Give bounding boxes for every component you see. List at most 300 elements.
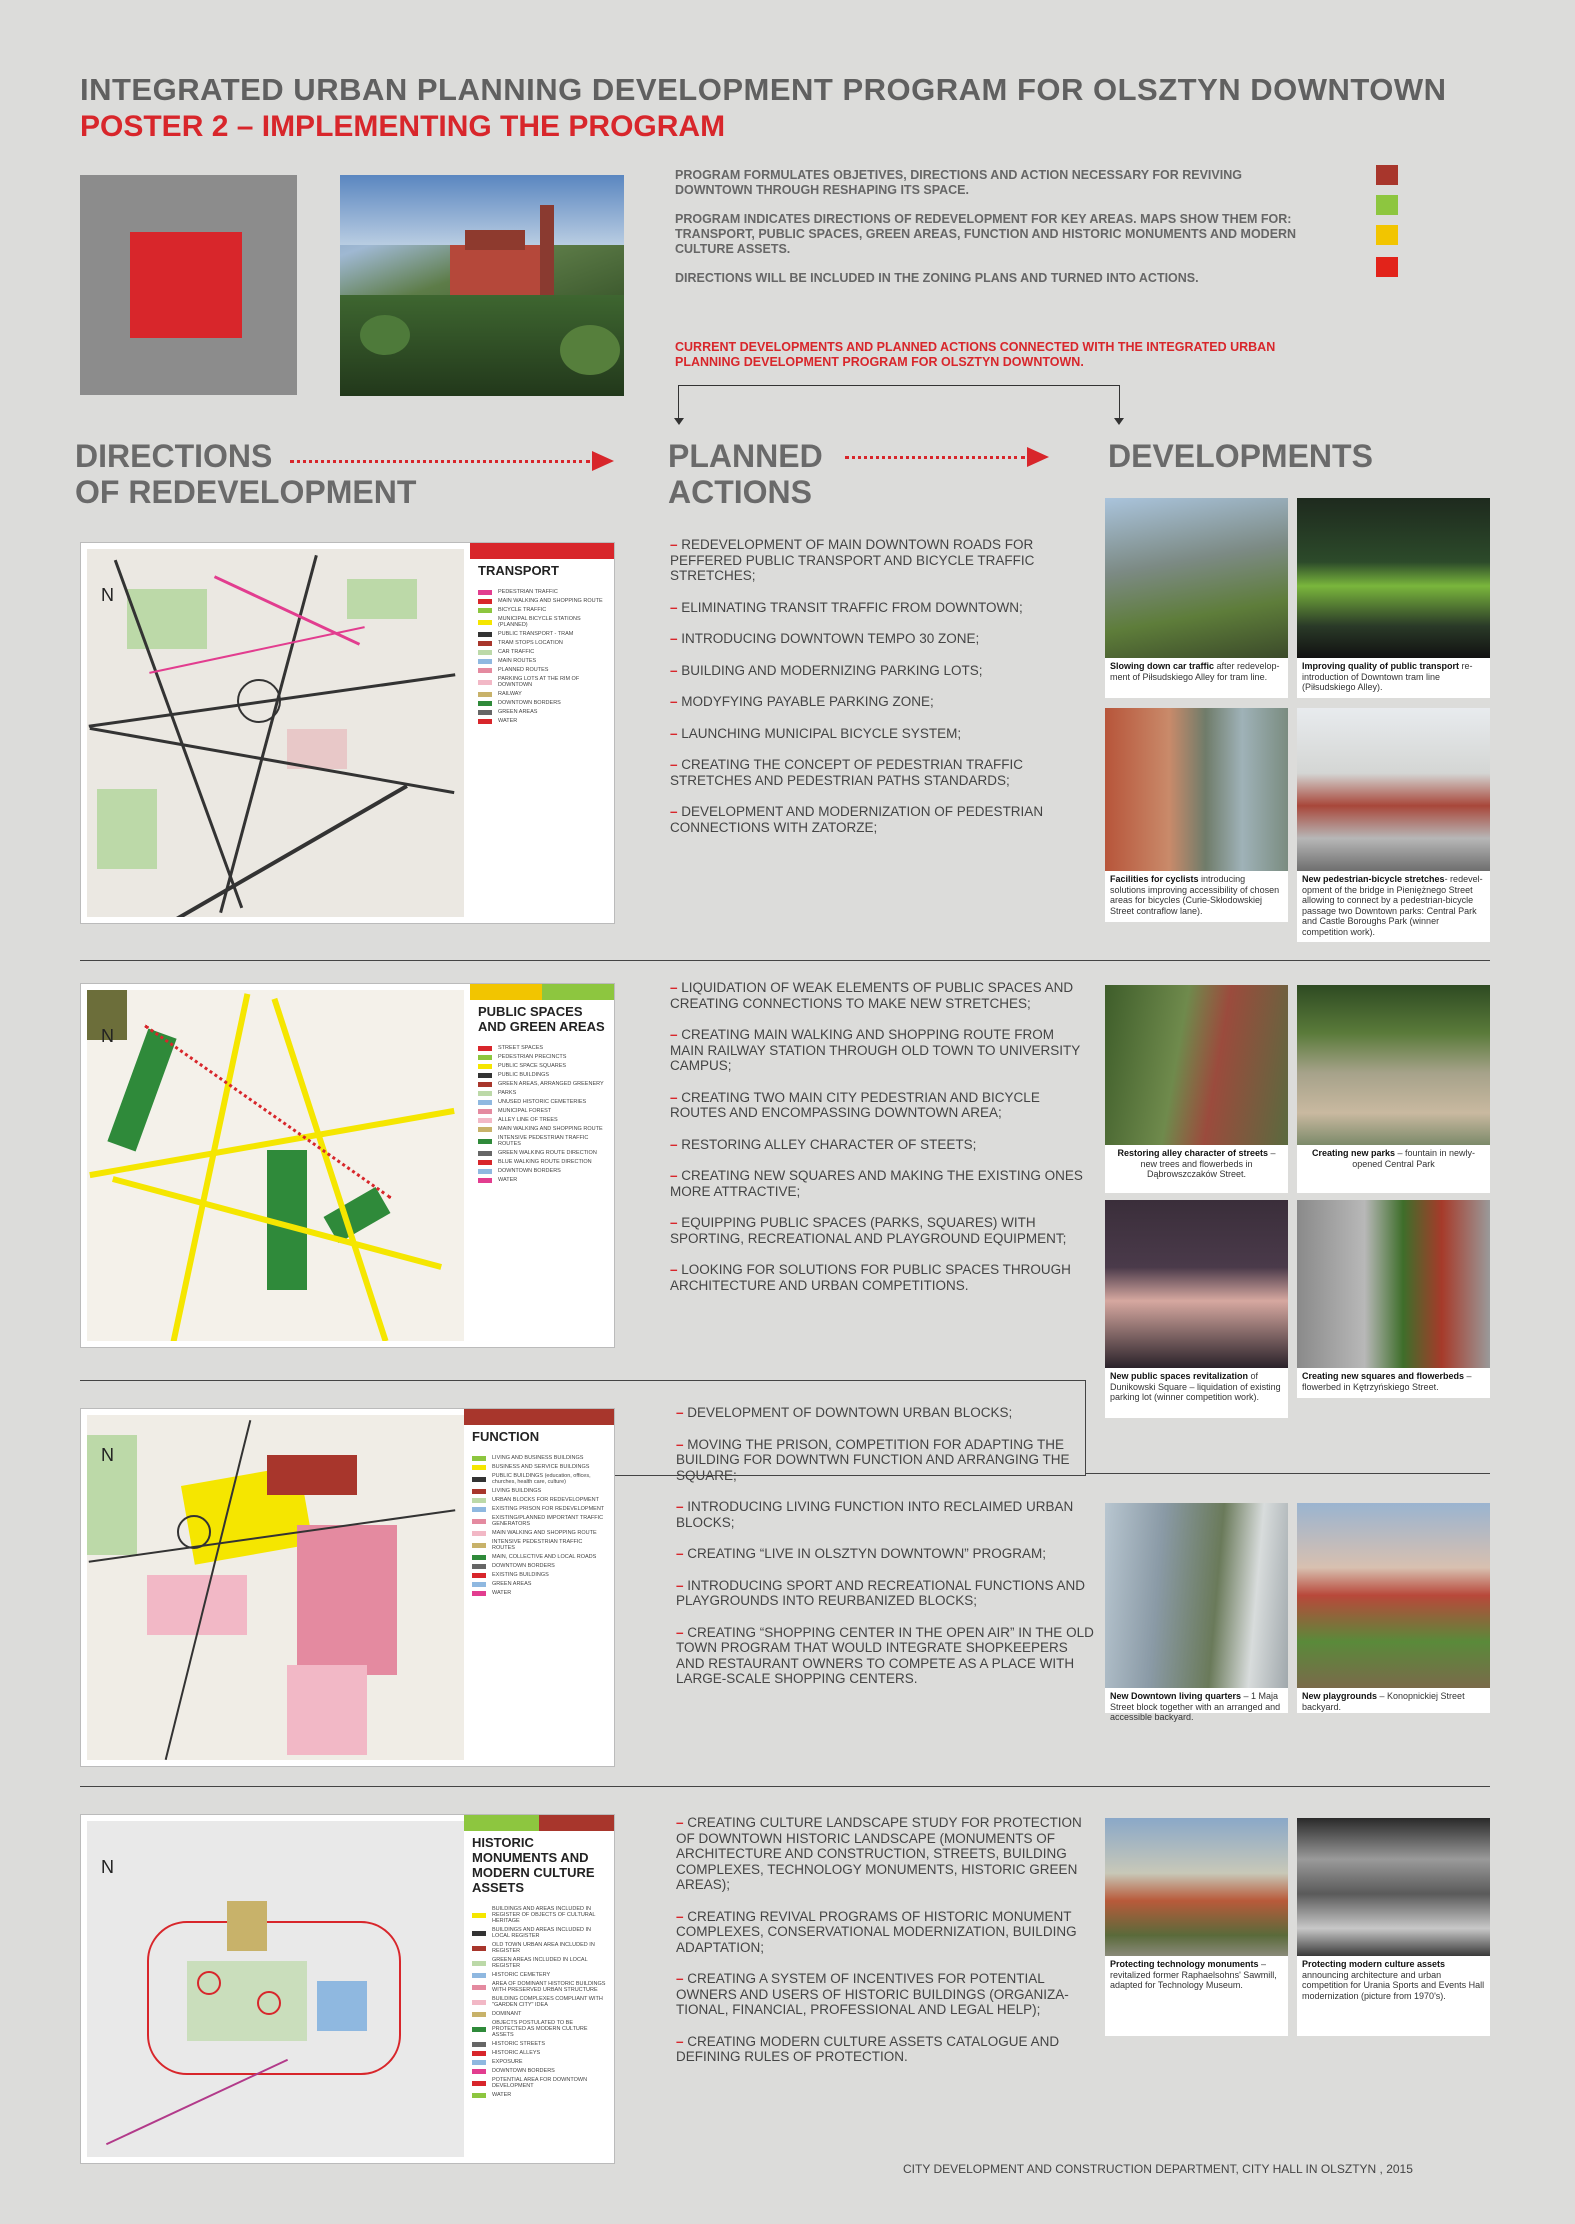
legend-swatch (478, 599, 492, 604)
action-text: REDEVELOPMENT OF MAIN DOWNTOWN ROADS FOR PEFFERED PUBLIC TRANSPORT AND BICYCLE TRAFFIC STRETCHES; (670, 537, 1035, 583)
legend-item (472, 1473, 606, 1485)
public-spaces-map-area (87, 990, 464, 1341)
action-dash: – (676, 1499, 688, 1514)
legend-swatch (472, 1985, 486, 1990)
legend-swatch (472, 2000, 486, 2005)
legend-label: PEDESTRIAN TRAFFIC (498, 589, 558, 595)
legend-swatch (472, 1961, 486, 1966)
section-separator-3 (80, 1786, 1490, 1787)
action-dash: – (670, 631, 682, 646)
legend-swatch (478, 1100, 492, 1105)
legend-item (478, 1090, 606, 1096)
historic-actions (676, 1815, 1096, 2081)
action-text: BUILDING AND MODERNIZING PARKING LOTS; (681, 662, 983, 678)
action-item (676, 1909, 1096, 1956)
legend-label: EXISTING/PLANNED IMPORTANT TRAFFIC GENERATORS (492, 1515, 604, 1527)
legend-swatch (478, 1109, 492, 1114)
dev-new-parks-caption: Creating new parks – fountain in newly-opened Central Park (1311, 1148, 1476, 1169)
north-arrow-icon: N (101, 585, 114, 605)
legend-item (478, 616, 606, 628)
legend-item (472, 1906, 606, 1924)
legend-swatch (478, 680, 492, 685)
dev-square-revitalization-photo (1105, 1200, 1288, 1368)
action-text: EQUIPPING PUBLIC SPACES (PARKS, SQUARES) WITH SPORTING, RECREATIONAL AND PLAYGROUND EQUIPMENT; (670, 1215, 1067, 1246)
legend-swatch (472, 1498, 486, 1503)
action-text: ELIMINATING TRANSIT TRAFFIC FROM DOWNTOWN; (681, 599, 1023, 615)
legend-swatch (478, 659, 492, 664)
dev-square-revitalization (1105, 1200, 1288, 1418)
legend-swatch (478, 1082, 492, 1087)
legend-swatch (472, 1573, 486, 1578)
historic-map (80, 1814, 615, 2164)
legend-item (472, 1927, 606, 1939)
intro-paragraph-3: DIRECTIONS WILL BE INCLUDED IN THE ZONING PLANS AND TURNED INTO ACTIONS. (675, 271, 1199, 285)
legend-label: BICYCLE TRAFFIC (498, 607, 547, 613)
legend-label: MAIN, COLLECTIVE AND LOCAL ROADS (492, 1554, 597, 1560)
action-text: CREATING REVIVAL PROGRAMS OF HISTORIC MONUMENT COMPLEXES, CONSERVATIONAL MODERNIZATION, BUILDING ADAPTATION; (676, 1908, 1077, 1955)
action-item (670, 804, 1090, 835)
function-actions (676, 1405, 1096, 1703)
legend-swatch (472, 1973, 486, 1978)
poster-subtitle: POSTER 2 – IMPLEMENTING THE PROGRAM (80, 110, 726, 143)
legend-item (478, 709, 606, 715)
legend-item (472, 1554, 606, 1560)
action-item (676, 2034, 1096, 2065)
dev-bridge-caption: New pedestrian-bicycle stretches- redevel-opment of the bridge in Pieniężnego Street allowing to connect by a pedestrian-bicycle passage two Downtown parks: Central Park and Castle Boroughs Park (winner competition work). (1302, 874, 1483, 937)
action-dash: – (670, 599, 682, 615)
legend-label: EXISTING PRISON FOR REDEVELOPMENT (492, 1506, 605, 1512)
action-item (676, 1578, 1096, 1609)
legend-label: DOMINANT (492, 2011, 522, 2017)
action-text: INTRODUCING DOWNTOWN TEMPO 30 ZONE; (681, 631, 980, 646)
dev-tram (1297, 498, 1490, 698)
legend-label: TRAM STOPS LOCATION (498, 640, 563, 646)
dev-playgrounds-photo (1297, 1503, 1490, 1688)
dev-playgrounds-caption: New playgrounds – Konopnickiej Street backyard. (1302, 1691, 1465, 1712)
legend-swatch (478, 1160, 492, 1165)
legend-item (478, 1168, 606, 1174)
legend-item (472, 1957, 606, 1969)
north-arrow-icon: N (101, 1445, 114, 1465)
action-dash: – (676, 1815, 688, 1830)
legend-item (478, 658, 606, 664)
dev-new-parks-photo (1297, 985, 1490, 1145)
legend-item (478, 589, 606, 595)
legend-swatch (478, 1118, 492, 1123)
legend-item (472, 2077, 606, 2089)
legend-label: URBAN BLOCKS FOR REDEVELOPMENT (492, 1497, 599, 1503)
legend-swatch (472, 1564, 486, 1569)
dev-square-revitalization-caption: New public spaces revitalization of Dunikowski Square – liquidation of existing parking lot (winner competition work). (1110, 1371, 1281, 1402)
legend-label: GREEN AREAS INCLUDED IN LOCAL REGISTER (492, 1957, 588, 1969)
dev-modern-culture-photo (1297, 1818, 1490, 1956)
legend-swatch (472, 1489, 486, 1494)
legend-label: PUBLIC BUILDINGS (education, offices, churches, health care, culture) (492, 1473, 591, 1485)
legend-swatch (478, 701, 492, 706)
action-text: CREATING MODERN CULTURE ASSETS CATALOGUE AND DEFINING RULES OF PROTECTION. (676, 2033, 1060, 2064)
action-item (670, 1027, 1090, 1074)
dev-flowerbeds (1297, 1200, 1490, 1398)
legend-label: LIVING BUILDINGS (492, 1488, 542, 1494)
action-text: CREATING MAIN WALKING AND SHOPPING ROUTE FROM MAIN RAILWAY STATION THROUGH OLD TOWN TO UNIVERSITY CAMPUS; (670, 1027, 1081, 1073)
legend-swatch (478, 1127, 492, 1132)
legend-label: LIVING AND BUSINESS BUILDINGS (492, 1455, 584, 1461)
action-item (676, 1437, 1096, 1484)
dotted-arrow-2 (845, 456, 1025, 459)
legend-swatch (478, 1151, 492, 1156)
legend-label: PUBLIC BUILDINGS (498, 1072, 550, 1078)
legend-swatch (472, 1591, 486, 1596)
action-item (670, 694, 1090, 710)
dev-alley-trees (1105, 985, 1288, 1193)
action-item (676, 1499, 1096, 1530)
action-text: CREATING TWO MAIN CITY PEDESTRIAN AND BICYCLE ROUTES AND ENCOMPASSING DOWNTOWN AREA; (670, 1089, 1040, 1120)
legend-item (472, 1581, 606, 1587)
legend-item (478, 1099, 606, 1105)
function-map (80, 1408, 615, 1767)
legend-swatch (472, 1507, 486, 1512)
legend-label: GREEN AREAS (498, 709, 538, 715)
legend-swatch (472, 1456, 486, 1461)
castle-photo (340, 175, 624, 396)
legend-item (478, 1063, 606, 1069)
action-dash: – (676, 1405, 688, 1420)
color-square-brown (1376, 165, 1398, 185)
action-dash: – (676, 1546, 688, 1561)
action-item (670, 1215, 1090, 1246)
legend-swatch (478, 710, 492, 715)
dev-tram-photo (1297, 498, 1490, 658)
action-dash: – (676, 1624, 688, 1640)
legend-item (478, 1108, 606, 1114)
dev-modern-culture (1297, 1818, 1490, 2036)
action-text: DEVELOPMENT OF DOWNTOWN URBAN BLOCKS; (687, 1405, 1013, 1420)
legend-swatch (478, 1139, 492, 1144)
function-map-area (87, 1415, 464, 1760)
legend-swatch (472, 2027, 486, 2032)
legend-swatch (472, 1555, 486, 1560)
action-text: LIQUIDATION OF WEAK ELEMENTS OF PUBLIC SPACES AND CREATING CONNECTIONS TO MAKE NEW STRETCHES; (670, 980, 1074, 1011)
legend-item (478, 598, 606, 604)
dev-living-quarters (1105, 1503, 1288, 1722)
legend-swatch (472, 2051, 486, 2056)
function-legend-title: FUNCTION (472, 1429, 540, 1444)
legend-label: PEDESTRIAN PRECINCTS (498, 1054, 567, 1060)
legend-swatch (478, 1091, 492, 1096)
intro-paragraph-2: PROGRAM INDICATES DIRECTIONS OF REDEVELOPMENT FOR KEY AREAS. MAPS SHOW THEM FOR: TRANSPORT, PUBLIC SPACES, GREEN AREAS, FUNCTION AND HISTORIC MONUMENTS AND MODERN CULTURE ASSETS. (675, 212, 1297, 256)
legend-label: DOWNTOWN BORDERS (492, 2068, 555, 2074)
action-item (676, 1405, 1096, 1421)
legend-label: HISTORIC CEMETERY (492, 1972, 551, 1978)
legend-swatch (472, 2069, 486, 2074)
legend-swatch (478, 1178, 492, 1183)
action-item (670, 726, 1090, 742)
action-dash: – (670, 980, 682, 995)
action-dash: – (670, 694, 682, 709)
section-separator-1 (80, 960, 1490, 961)
legend-label: GREEN AREAS, ARRANGED GREENERY (498, 1081, 604, 1087)
north-arrow-icon: N (101, 1857, 114, 1877)
action-item (670, 1137, 1090, 1153)
legend-item (472, 2092, 606, 2098)
logo-red-square (130, 232, 242, 338)
heading-directions-line1: DIRECTIONS (75, 438, 273, 474)
legend-label: HISTORIC STREETS (492, 2041, 546, 2047)
dev-cyclists-caption: Facilities for cyclists introducing solutions improving accessibility of chosen areas for bicycles (Curie-Skłodowskiej Street contraflow lane). (1110, 874, 1280, 916)
legend-item (478, 718, 606, 724)
legend-label: INTENSIVE PEDESTRIAN TRAFFIC ROUTES (498, 1135, 589, 1147)
legend-label: DOWNTOWN BORDERS (498, 700, 561, 706)
legend-swatch (472, 2081, 486, 2086)
action-dash: – (676, 1971, 688, 1986)
legend-item (478, 1081, 606, 1087)
legend-item (472, 1996, 606, 2008)
legend-swatch (478, 1055, 492, 1060)
dev-new-parks (1297, 985, 1490, 1193)
bracket-connector (678, 385, 1120, 422)
legend-swatch (472, 1946, 486, 1951)
intro-text (675, 168, 1315, 300)
dev-living-quarters-photo (1105, 1503, 1288, 1688)
dev-flowerbeds-photo (1297, 1200, 1490, 1368)
legend-label: EXISTING BUILDINGS (492, 1572, 549, 1578)
dev-modern-culture-caption: Protecting modern culture assets announcing architecture and urban competition for Urania Sports and Events Hall modernization (picture from 1970's). (1302, 1959, 1485, 2001)
transport-map-area (87, 549, 464, 917)
legend-label: DOWNTOWN BORDERS (498, 1168, 561, 1174)
transport-map (80, 542, 615, 924)
legend-item (472, 2068, 606, 2074)
legend-label: OBJECTS POSTULATED TO BE PROTECTED AS MODERN CULTURE ASSETS (492, 2020, 588, 2038)
legend-item (478, 1045, 606, 1051)
action-item (670, 663, 1090, 679)
legend-swatch (472, 2012, 486, 2017)
legend-item (472, 1981, 606, 1993)
legend-swatch (478, 650, 492, 655)
legend-swatch (472, 1543, 486, 1548)
action-dash: – (676, 1436, 688, 1452)
legend-item (472, 1530, 606, 1536)
color-square-green (1376, 195, 1398, 215)
legend-label: WATER (492, 2092, 512, 2098)
legend-item (472, 1497, 606, 1503)
legend-item (472, 1515, 606, 1527)
legend-label: BUILDINGS AND AREAS INCLUDED IN LOCAL REGISTER (492, 1927, 592, 1939)
historic-legend-title: HISTORIC MONUMENTS AND MODERN CULTURE ASSETS (472, 1835, 595, 1895)
legend-swatch (472, 1519, 486, 1524)
legend-item (472, 1539, 606, 1551)
heading-developments: DEVELOPMENTS (1108, 438, 1373, 474)
legend-item (472, 2011, 606, 2017)
action-text: INTRODUCING SPORT AND RECREATIONAL FUNCTIONS AND PLAYGROUNDS INTO REURBANIZED BLOCKS; (676, 1577, 1086, 1608)
legend-swatch (478, 590, 492, 595)
action-text: CREATING CULTURE LANDSCAPE STUDY FOR PROTECTION OF DOWNTOWN HISTORIC LANDSCAPE (MONUMENTS OF ARCHITECTURE AND CONSTRUCTION, STREETS, BUILDING COMPLEXES, TECHNOLOGY MONUMENTS, HISTORIC GREEN AREAS); (676, 1815, 1082, 1892)
legend-item (478, 1054, 606, 1060)
north-arrow-icon: N (101, 1026, 114, 1046)
legend-item (472, 2020, 606, 2038)
dev-tram-caption: Improving quality of public transport re-introduction of Downtown tram line (Piłsudskiego Alley). (1302, 661, 1473, 692)
legend-item (478, 649, 606, 655)
legend-item (478, 1159, 606, 1165)
action-text: CREATING NEW SQUARES AND MAKING THE EXISTING ONES MORE ATTRACTIVE; (670, 1168, 1083, 1199)
legend-label: POTENTIAL AREA FOR DOWNTOWN DEVELOPMENT (492, 2077, 588, 2089)
legend-item (478, 1150, 606, 1156)
legend-swatch (472, 1582, 486, 1587)
action-text: CREATING “LIVE IN OLSZTYN DOWNTOWN” PROGRAM; (687, 1546, 1047, 1561)
action-item (670, 980, 1090, 1011)
legend-item (472, 1942, 606, 1954)
dev-technology-monument-caption: Protecting technology monuments – revitalized former Raphaelsohns' Sawmill, adapted for Technology Museum. (1110, 1959, 1277, 1990)
legend-label: MAIN WALKING AND SHOPPING ROUTE (498, 598, 603, 604)
legend-label: GREEN WALKING ROUTE DIRECTION (498, 1150, 597, 1156)
legend-swatch (478, 1064, 492, 1069)
legend-item (472, 1488, 606, 1494)
legend-item (472, 2059, 606, 2065)
legend-label: DOWNTOWN BORDERS (492, 1563, 555, 1569)
legend-label: MAIN ROUTES (498, 658, 537, 664)
public-spaces-legend-title: PUBLIC SPACES AND GREEN AREAS (478, 1004, 605, 1034)
action-dash: – (670, 537, 682, 552)
action-text: RESTORING ALLEY CHARACTER OF STEETS; (681, 1136, 977, 1152)
legend-label: INTENSIVE PEDESTRIAN TRAFFIC ROUTES (492, 1539, 583, 1551)
action-text: MODYFYING PAYABLE PARKING ZONE; (681, 694, 934, 709)
legend-label: PUBLIC SPACE SQUARES (498, 1063, 567, 1069)
legend-item (478, 667, 606, 673)
action-text: LAUNCHING MUNICIPAL BICYCLE SYSTEM; (681, 725, 962, 741)
public-spaces-actions (670, 980, 1090, 1309)
dotted-arrow-1 (290, 460, 590, 463)
action-item (670, 1262, 1090, 1293)
action-dash: – (670, 725, 682, 741)
footer-credit: CITY DEVELOPMENT AND CONSTRUCTION DEPARTMENT, CITY HALL IN OLSZTYN , 2015 (903, 2162, 1413, 2176)
legend-item (472, 1455, 606, 1461)
transport-legend (470, 543, 614, 923)
legend-label: AREA OF DOMINANT HISTORIC BUILDINGS WITH PRESERVED URBAN STRUCTURE (492, 1981, 606, 1993)
legend-label: PUBLIC TRANSPORT - TRAM (498, 631, 574, 637)
dev-tram-alley-photo (1105, 498, 1288, 658)
dev-tram-alley-caption: Slowing down car traffic after redevelop-ment of Piłsudskiego Alley for tram line. (1110, 661, 1280, 682)
legend-item (472, 1464, 606, 1470)
historic-legend (464, 1815, 614, 2163)
action-text: MOVING THE PRISON, COMPETITION FOR ADAPTING THE BUILDING FOR DOWNTWN FUNCTION AND ARRANGING THE SQUARE; (676, 1436, 1070, 1483)
action-dash: – (670, 1136, 682, 1152)
action-item (676, 1971, 1096, 2018)
bracket-arrow-left (674, 418, 684, 425)
action-dash: – (670, 804, 682, 819)
arrowhead-2 (1027, 447, 1049, 467)
transport-actions (670, 537, 1090, 851)
action-item (670, 757, 1090, 788)
action-dash: – (670, 757, 682, 772)
action-item (676, 1546, 1096, 1562)
legend-label: UNUSED HISTORIC CEMETERIES (498, 1099, 587, 1105)
legend-label: CAR TRAFFIC (498, 649, 535, 655)
legend-label: ALLEY LINE OF TREES (498, 1117, 558, 1123)
legend-swatch (478, 608, 492, 613)
legend-item (472, 1563, 606, 1569)
transport-legend-title: TRANSPORT (478, 563, 559, 578)
legend-label: PLANNED ROUTES (498, 667, 549, 673)
heading-directions (75, 438, 416, 510)
legend-item (472, 2041, 606, 2047)
legend-swatch (478, 620, 492, 625)
action-item (670, 1090, 1090, 1121)
legend-item (472, 2050, 606, 2056)
historic-map-area (87, 1821, 464, 2157)
action-text: CREATING A SYSTEM OF INCENTIVES FOR POTENTIAL OWNERS AND USERS OF HISTORIC BUILDINGS (ORGANIZA-TIONAL, FINANCIAL, PROFESSIONAL AND LEGAL HELP); (676, 1971, 1069, 2017)
legend-item (478, 607, 606, 613)
legend-swatch (478, 692, 492, 697)
heading-planned-line1: PLANNED (668, 438, 823, 474)
legend-item (478, 1072, 606, 1078)
poster-title: INTEGRATED URBAN PLANNING DEVELOPMENT PROGRAM FOR OLSZTYN DOWNTOWN (80, 72, 1447, 107)
legend-label: OLD TOWN URBAN AREA INCLUDED IN REGISTER (492, 1942, 595, 1954)
legend-swatch (478, 1046, 492, 1051)
action-dash: – (676, 1908, 688, 1924)
dev-technology-monument (1105, 1818, 1288, 2036)
legend-label: BLUE WALKING ROUTE DIRECTION (498, 1159, 592, 1165)
legend-label: PARKING LOTS AT THE RIM OF DOWNTOWN (498, 676, 580, 688)
legend-swatch (472, 1465, 486, 1470)
action-text: CREATING THE CONCEPT OF PEDESTRIAN TRAFFIC STRETCHES AND PEDESTRIAN PATHS STANDARDS; (670, 757, 1024, 788)
color-square-red (1376, 257, 1398, 277)
legend-swatch (472, 1913, 486, 1918)
arrowhead-1 (592, 451, 614, 471)
legend-swatch (472, 2060, 486, 2065)
legend-label: MAIN WALKING AND SHOPPING ROUTE (498, 1126, 603, 1132)
legend-label: GREEN AREAS (492, 1581, 532, 1587)
legend-item (478, 1126, 606, 1132)
legend-swatch (472, 2093, 486, 2098)
action-text: DEVELOPMENT AND MODERNIZATION OF PEDESTRIAN CONNECTIONS WITH ZATORZE; (670, 804, 1044, 835)
legend-label: EXPOSURE (492, 2059, 523, 2065)
legend-swatch (472, 1477, 486, 1482)
function-legend (464, 1409, 614, 1766)
legend-swatch (472, 1531, 486, 1536)
legend-item (472, 1972, 606, 1978)
legend-label: WATER (498, 718, 518, 724)
legend-item (478, 1117, 606, 1123)
legend-label: MAIN WALKING AND SHOPPING ROUTE (492, 1530, 597, 1536)
legend-label: WATER (498, 1177, 518, 1183)
legend-label: HISTORIC ALLEYS (492, 2050, 541, 2056)
action-text: CREATING “SHOPPING CENTER IN THE OPEN AIR” IN THE OLD TOWN PROGRAM THAT WOULD INTEGRATE SHOPKEEPERS AND RESTAURANT OWNERS TO COMPETE AS A PLACE WITH LARGE-SCALE SHOPPING CENTERS. (676, 1624, 1094, 1686)
dev-bridge (1297, 708, 1490, 942)
dev-tram-alley (1105, 498, 1288, 698)
bracket-arrow-right (1114, 418, 1124, 425)
dev-alley-trees-photo (1105, 985, 1288, 1145)
legend-swatch (478, 641, 492, 646)
dev-living-quarters-caption: New Downtown living quarters – 1 Maja Street block together with an arranged and accessible backyard. (1110, 1691, 1281, 1722)
legend-label: BUILDING COMPLEXES COMPLIANT WITH "GARDEN CITY" IDEA (492, 1996, 603, 2008)
legend-item (478, 1135, 606, 1147)
dev-cyclists-photo (1105, 708, 1288, 871)
action-dash: – (670, 1168, 682, 1183)
dev-technology-monument-photo (1105, 1818, 1288, 1956)
public-spaces-legend (470, 984, 614, 1347)
heading-directions-line2: OF REDEVELOPMENT (75, 474, 417, 510)
legend-label: MUNICIPAL FOREST (498, 1108, 552, 1114)
action-dash: – (676, 2033, 688, 2049)
legend-label: BUSINESS AND SERVICE BUILDINGS (492, 1464, 590, 1470)
action-dash: – (670, 1027, 682, 1042)
legend-label: STREET SPACES (498, 1045, 544, 1051)
legend-swatch (478, 632, 492, 637)
action-text: INTRODUCING LIVING FUNCTION INTO RECLAIMED URBAN BLOCKS; (676, 1499, 1074, 1530)
legend-label: WATER (492, 1590, 512, 1596)
color-square-yellow (1376, 225, 1398, 245)
legend-item (472, 1590, 606, 1596)
legend-label: RAILWAY (498, 691, 522, 697)
